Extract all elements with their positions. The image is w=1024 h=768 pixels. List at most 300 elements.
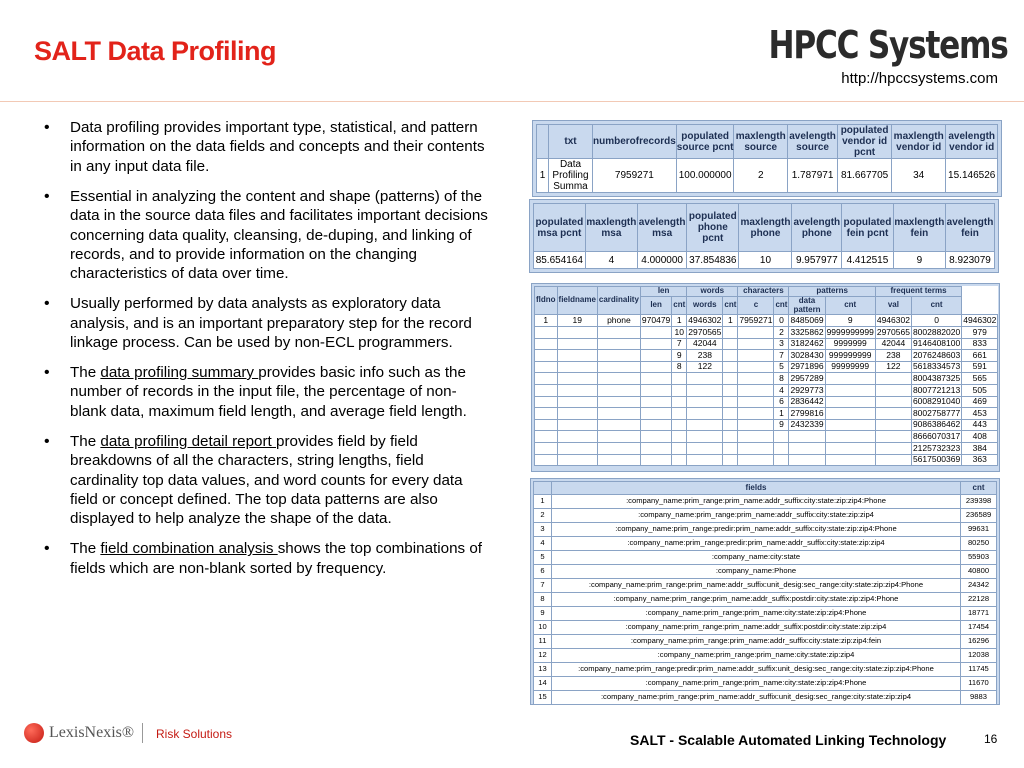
- table-cell: [687, 373, 723, 385]
- table-cell: [557, 431, 597, 443]
- column-header: len: [640, 287, 686, 297]
- table-cell: [640, 338, 671, 350]
- table-cell: 1: [723, 315, 738, 327]
- table-cell: :company_name:prim_range:prim_name:addr_suffix:postdir:city:state:zip:zip4: [552, 621, 961, 635]
- column-header: fields: [552, 482, 961, 495]
- table-cell: 8: [672, 361, 687, 373]
- table-cell: [738, 326, 774, 338]
- table-cell: 8666070317: [912, 430, 961, 441]
- table-cell: 81.667705: [838, 159, 892, 193]
- column-subheader: data pattern: [789, 296, 825, 315]
- table-cell: 2076248603: [912, 349, 961, 360]
- column-header: avelength phone: [792, 204, 842, 252]
- column-subheader: len: [640, 296, 671, 315]
- table-cell: [597, 419, 640, 431]
- table-cell: [535, 326, 558, 338]
- column-subheader: cnt: [825, 296, 875, 315]
- table-cell: :company_name:prim_range:prim_name:city:state:zip:zip4: [552, 649, 961, 663]
- table-cell: :company_name:prim_range:prim_name:addr_suffix:unit_desig:sec_range:city:state:zip:zip4: [552, 691, 961, 705]
- slide-title: SALT Data Profiling: [34, 36, 277, 66]
- table-cell: 55903: [961, 551, 997, 565]
- table-row: [534, 621, 997, 635]
- table-cell: [640, 408, 671, 420]
- table-cell: [723, 361, 738, 373]
- table-cell: [875, 431, 911, 443]
- table-row: [535, 431, 998, 443]
- table-cell: 4.412515: [842, 252, 894, 269]
- table-cell: [672, 396, 687, 408]
- table-cell: :company_name:prim_range:prim_name:city:state:zip:zip4:Phone: [552, 677, 961, 691]
- table-cell: 2799816: [790, 407, 824, 418]
- bullet-item: [42, 363, 492, 421]
- table-cell: [774, 431, 789, 443]
- table-cell: [535, 361, 558, 373]
- table-cell: [597, 408, 640, 420]
- table-cell: 1: [534, 495, 552, 509]
- table-cell: 3: [774, 338, 789, 350]
- table-cell: 591: [962, 361, 998, 373]
- bullet-item: [42, 539, 492, 578]
- table-cell: [738, 454, 774, 466]
- table-cell: 12: [534, 649, 552, 663]
- table-cell: 10: [739, 252, 792, 269]
- table-cell: [557, 384, 597, 396]
- table-cell: 9: [672, 350, 687, 362]
- table-cell: 7: [534, 579, 552, 593]
- table-cell: 239398: [961, 495, 997, 509]
- hpcc-systems-logo: HPCC Systems: [768, 23, 1008, 67]
- table-cell: [687, 408, 723, 420]
- table-cell: [640, 373, 671, 385]
- data-profiling-summary-link[interactable]: data profiling summary: [100, 363, 259, 381]
- lexisnexis-logo: [24, 723, 153, 743]
- bullet-text: The: [70, 363, 101, 381]
- table-row: [535, 408, 998, 420]
- table-cell: [825, 396, 875, 408]
- table-cell: 15: [534, 691, 552, 705]
- bullet-item: [42, 118, 492, 176]
- table-cell: [557, 350, 597, 362]
- column-header: avelength source: [787, 125, 837, 159]
- table-cell: 42044: [875, 338, 911, 350]
- table-cell: 565: [962, 373, 998, 385]
- table-cell: 42044: [687, 338, 723, 350]
- table-cell: [723, 384, 738, 396]
- table-cell: 238: [875, 350, 911, 362]
- website-url: http://hpccsystems.com: [841, 70, 998, 87]
- table-cell: [557, 326, 597, 338]
- table-cell: 8.923079: [945, 252, 994, 269]
- bullet-text: The: [70, 540, 101, 558]
- table-cell: [535, 431, 558, 443]
- table-cell: [738, 373, 774, 385]
- table-cell: 4946302: [876, 315, 910, 326]
- column-header: maxlength vendor id: [892, 125, 946, 159]
- column-subheader: c: [738, 296, 774, 315]
- table-cell: :company_name:prim_range:predir:prim_name:addr_suffix:unit_desig:sec_range:city:state:zip:zip4:Phone: [552, 663, 961, 677]
- table-cell: :company_name:prim_range:predir:prim_name:addr_suffix:city:state:zip:zip4: [552, 537, 961, 551]
- table-cell: [597, 384, 640, 396]
- table-cell: 9: [825, 315, 875, 327]
- table-cell: 10: [672, 326, 687, 338]
- table-row: [535, 384, 998, 396]
- table-cell: 7959271: [739, 315, 773, 326]
- row-number-header: [534, 482, 552, 495]
- profiling-summary-table-1: [532, 120, 1002, 197]
- table-cell: [557, 373, 597, 385]
- column-header: avelength fein: [945, 204, 994, 252]
- table-cell: 2957289: [790, 372, 824, 383]
- column-subheader: cnt: [672, 296, 687, 315]
- table-row: [535, 350, 998, 362]
- table-cell: [557, 396, 597, 408]
- table-cell: 4.000000: [638, 252, 687, 269]
- table-row: [534, 509, 997, 523]
- table-cell: :company_name:Phone: [552, 565, 961, 579]
- table-cell: 9999999: [825, 338, 875, 350]
- table-cell: :company_name:prim_range:predir:prim_name:addr_suffix:city:state:zip:zip4:Phone: [552, 523, 961, 537]
- table-row: [535, 338, 998, 350]
- table-cell: [640, 326, 671, 338]
- table-cell: 34: [892, 159, 946, 193]
- table-row: [534, 663, 997, 677]
- table-cell: 8: [774, 373, 789, 385]
- table-cell: 2970565: [876, 326, 910, 337]
- table-cell: [535, 419, 558, 431]
- table-cell: 11670: [961, 677, 997, 691]
- table-cell: [597, 350, 640, 362]
- table-cell: 40800: [961, 565, 997, 579]
- table-cell: [723, 419, 738, 431]
- data-profiling-detail-report-link[interactable]: data profiling detail report: [100, 432, 276, 450]
- table-cell: 4946302: [688, 315, 722, 326]
- table-cell: 80250: [961, 537, 997, 551]
- table-row: [535, 315, 998, 327]
- table-cell: phone: [597, 315, 640, 327]
- table-cell: [875, 408, 911, 420]
- table-cell: 443: [962, 419, 998, 431]
- column-header: maxlength fein: [893, 204, 945, 252]
- table-cell: 122: [875, 361, 911, 373]
- table-row: [534, 252, 995, 269]
- table-cell: 3182462: [790, 338, 824, 349]
- column-header: words: [687, 287, 738, 297]
- bullet-text: provides basic info such as the number of records in the input file, the percentage of non-blank data, maximum field length, and average field length.: [70, 363, 467, 420]
- column-header: fldno: [535, 287, 558, 315]
- table-cell: [875, 454, 911, 466]
- table-row: [534, 495, 997, 509]
- column-header: fieldname: [557, 287, 597, 315]
- table-cell: [738, 431, 774, 443]
- table-cell: [535, 373, 558, 385]
- table-row: [534, 593, 997, 607]
- table-cell: [723, 442, 738, 454]
- table-cell: 8007721213: [912, 384, 961, 395]
- table-cell: 0: [911, 315, 961, 327]
- table-cell: [672, 408, 687, 420]
- table-cell: [640, 396, 671, 408]
- table-cell: [557, 408, 597, 420]
- table-cell: 12038: [961, 649, 997, 663]
- table-cell: 7: [672, 338, 687, 350]
- table-cell: 37.854836: [687, 252, 739, 269]
- risk-solutions-label: Risk Solutions: [156, 727, 233, 741]
- table-cell: 2: [774, 326, 789, 338]
- table-cell: [640, 442, 671, 454]
- table-cell: 2: [534, 509, 552, 523]
- table-cell: Data Profiling Summa: [549, 159, 593, 193]
- column-header: populated source pcnt: [676, 125, 734, 159]
- table-cell: [672, 431, 687, 443]
- table-cell: 14: [534, 677, 552, 691]
- table-cell: 2971896: [790, 361, 824, 372]
- table-cell: 2970565: [688, 326, 722, 337]
- column-header: numberofrecords: [593, 125, 677, 159]
- table-cell: [597, 326, 640, 338]
- bullet-text: Data profiling provides important type, statistical, and pattern information on the data fields and concepts and their contents in any input data file.: [70, 119, 485, 175]
- table-row: [535, 396, 998, 408]
- table-cell: [723, 454, 738, 466]
- bullet-text: shows the top combinations of fields which are non-blank sorted by frequency.: [70, 540, 482, 577]
- table-cell: 2929773: [790, 384, 824, 395]
- footer-title: SALT - Scalable Automated Linking Technology: [630, 732, 947, 748]
- table-cell: 16296: [961, 635, 997, 649]
- table-cell: [738, 384, 774, 396]
- table-cell: 1: [535, 315, 558, 327]
- table-cell: [875, 384, 911, 396]
- table-cell: 4: [585, 252, 637, 269]
- table-cell: 6: [534, 565, 552, 579]
- table-cell: [557, 361, 597, 373]
- column-header: cardinality: [597, 287, 640, 315]
- table-cell: 6008291040: [912, 396, 961, 407]
- page-number: 16: [984, 732, 998, 746]
- table-cell: :company_name:prim_range:prim_name:addr_suffix:city:state:zip:zip4:Phone: [552, 495, 961, 509]
- table-row: [534, 551, 997, 565]
- table-cell: [875, 396, 911, 408]
- bullet-text: Essential in analyzing the content and shape (patterns) of the data in the source data files and facilitates important decisions concerning data quality, cleansing, de-duping, and linking of records, and to provide information on the changing characteristics of data over time.: [70, 187, 488, 283]
- table-cell: :company_name:prim_range:prim_name:addr_suffix:city:state:zip:zip4:fein: [552, 635, 961, 649]
- bullet-item: [42, 432, 492, 529]
- table-row: [534, 635, 997, 649]
- lexisnexis-wordmark: LexisNexis®: [49, 724, 135, 741]
- table-cell: 1: [774, 408, 789, 420]
- bullet-text: The: [70, 432, 101, 450]
- table-cell: 15.146526: [946, 159, 998, 193]
- table-cell: [825, 431, 875, 443]
- table-cell: 505: [962, 384, 998, 396]
- table-cell: [738, 350, 774, 362]
- table-cell: [875, 419, 911, 431]
- table-cell: [687, 384, 723, 396]
- table-row: [535, 326, 998, 338]
- table-cell: 122: [687, 361, 723, 373]
- table-cell: 1: [672, 315, 687, 327]
- table-cell: [738, 361, 774, 373]
- table-cell: 661: [962, 350, 998, 362]
- table-cell: [557, 442, 597, 454]
- column-header: avelength vendor id: [946, 125, 998, 159]
- table-cell: 8485069: [790, 315, 824, 326]
- table-cell: [825, 454, 875, 466]
- table-cell: [738, 338, 774, 350]
- table-cell: :company_name:prim_range:prim_name:city:state:zip:zip4:Phone: [552, 607, 961, 621]
- table-cell: :company_name:prim_range:prim_name:addr_suffix:postdir:city:state:zip:zip4:Phone: [552, 593, 961, 607]
- table-cell: [672, 442, 687, 454]
- table-row: [534, 537, 997, 551]
- table-cell: 363: [962, 454, 998, 466]
- table-cell: [640, 361, 671, 373]
- table-cell: 7: [774, 350, 789, 362]
- table-cell: 2: [734, 159, 788, 193]
- column-header: maxlength source: [734, 125, 788, 159]
- table-cell: 9.957977: [792, 252, 842, 269]
- table-cell: 833: [962, 338, 998, 350]
- table-row: [535, 373, 998, 385]
- table-cell: [723, 373, 738, 385]
- table-cell: 384: [962, 442, 998, 454]
- column-subheader: cnt: [774, 296, 789, 315]
- table-cell: [557, 419, 597, 431]
- column-subheader: val: [875, 296, 911, 315]
- table-cell: 8: [534, 593, 552, 607]
- table-cell: 9: [774, 419, 789, 431]
- table-cell: 85.654164: [534, 252, 586, 269]
- column-header: populated vendor id pcnt: [838, 125, 892, 159]
- bullet-text: Usually performed by data analysts as exploratory data analysis, and is an important preparatory step for the record linkage process. Can be used by non-ECL programmers.: [70, 295, 472, 352]
- table-cell: [640, 350, 671, 362]
- table-cell: 13: [534, 663, 552, 677]
- table-cell: [597, 454, 640, 466]
- table-cell: [825, 373, 875, 385]
- column-subheader: cnt: [723, 296, 738, 315]
- table-cell: :company_name:prim_range:prim_name:addr_suffix:unit_desig:sec_range:city:state:zip:zip4:Phone: [552, 579, 961, 593]
- table-cell: [825, 442, 875, 454]
- table-cell: [774, 454, 789, 466]
- table-row: [535, 454, 998, 466]
- table-cell: 408: [962, 431, 998, 443]
- table-cell: 10: [534, 621, 552, 635]
- table-cell: 8002758777: [912, 407, 961, 418]
- table-cell: [687, 442, 723, 454]
- table-cell: [723, 350, 738, 362]
- table-cell: 999999999: [825, 350, 875, 362]
- table-cell: [875, 442, 911, 454]
- table-cell: 99999999: [825, 361, 875, 373]
- table-cell: 236589: [961, 509, 997, 523]
- table-cell: [597, 361, 640, 373]
- table-cell: [672, 373, 687, 385]
- table-cell: [597, 442, 640, 454]
- table-cell: [774, 442, 789, 454]
- table-cell: [640, 419, 671, 431]
- table-cell: [640, 454, 671, 466]
- field-combination-table: [530, 478, 1000, 705]
- table-cell: [672, 384, 687, 396]
- profiling-summary-table-2: [529, 199, 999, 273]
- bullet-list: [42, 118, 492, 589]
- table-cell: 970479: [641, 315, 671, 326]
- table-cell: [672, 454, 687, 466]
- column-header: frequent terms: [875, 287, 961, 297]
- table-cell: [738, 442, 774, 454]
- bullet-text: provides field by field breakdowns of all the characters, string lengths, field cardinality top data values, and word counts for every data field or concept defined. The top data patterns are also displayed to help analyze the shape of the data.: [70, 432, 463, 528]
- column-header: avelength msa: [638, 204, 687, 252]
- table-cell: [672, 419, 687, 431]
- profiling-detail-report-table: [531, 283, 1000, 472]
- table-cell: 100.000000: [676, 159, 734, 193]
- column-header: populated msa pcnt: [534, 204, 586, 252]
- table-cell: 979: [962, 326, 998, 338]
- table-cell: [723, 326, 738, 338]
- table-cell: [723, 408, 738, 420]
- table-cell: [640, 431, 671, 443]
- table-cell: [789, 431, 825, 443]
- table-cell: 9: [534, 607, 552, 621]
- table-row: [534, 677, 997, 691]
- bullet-item: [42, 294, 492, 352]
- table-cell: 1: [537, 159, 549, 193]
- table-cell: 9883: [961, 691, 997, 705]
- table-row: [534, 691, 997, 705]
- table-cell: [535, 384, 558, 396]
- table-cell: 5: [534, 551, 552, 565]
- column-header: patterns: [789, 287, 875, 297]
- table-cell: 18771: [961, 607, 997, 621]
- table-cell: 4: [534, 537, 552, 551]
- column-header: maxlength phone: [739, 204, 792, 252]
- table-cell: [687, 454, 723, 466]
- table-cell: 9: [893, 252, 945, 269]
- table-cell: [597, 431, 640, 443]
- table-row: [534, 649, 997, 663]
- table-cell: 6: [774, 396, 789, 408]
- column-header: populated fein pcnt: [842, 204, 894, 252]
- table-cell: 17454: [961, 621, 997, 635]
- table-cell: [535, 338, 558, 350]
- column-header: characters: [738, 287, 789, 297]
- table-cell: [825, 408, 875, 420]
- column-header: maxlength msa: [585, 204, 637, 252]
- table-cell: 2836442: [790, 396, 824, 407]
- table-cell: 99631: [961, 523, 997, 537]
- table-cell: 5617500369: [912, 454, 961, 465]
- table-cell: [557, 338, 597, 350]
- table-cell: [535, 408, 558, 420]
- table-row: [537, 159, 998, 193]
- table-cell: [597, 396, 640, 408]
- table-cell: [789, 442, 825, 454]
- table-row: [534, 579, 997, 593]
- column-header: txt: [549, 125, 593, 159]
- row-number-header: [537, 125, 549, 159]
- field-combination-analysis-link[interactable]: field combination analysis: [100, 540, 278, 558]
- table-cell: 3: [534, 523, 552, 537]
- table-cell: 22128: [961, 593, 997, 607]
- table-cell: :company_name:prim_range:prim_name:addr_suffix:city:state:zip:zip4: [552, 509, 961, 523]
- table-cell: [723, 338, 738, 350]
- table-cell: 9086386462: [912, 419, 961, 430]
- table-cell: 19: [557, 315, 597, 327]
- column-subheader: words: [687, 296, 723, 315]
- table-row: [535, 361, 998, 373]
- table-cell: [723, 396, 738, 408]
- table-cell: 238: [687, 350, 723, 362]
- table-cell: [687, 431, 723, 443]
- table-row: [534, 523, 997, 537]
- table-cell: [723, 431, 738, 443]
- bullet-item: [42, 187, 492, 284]
